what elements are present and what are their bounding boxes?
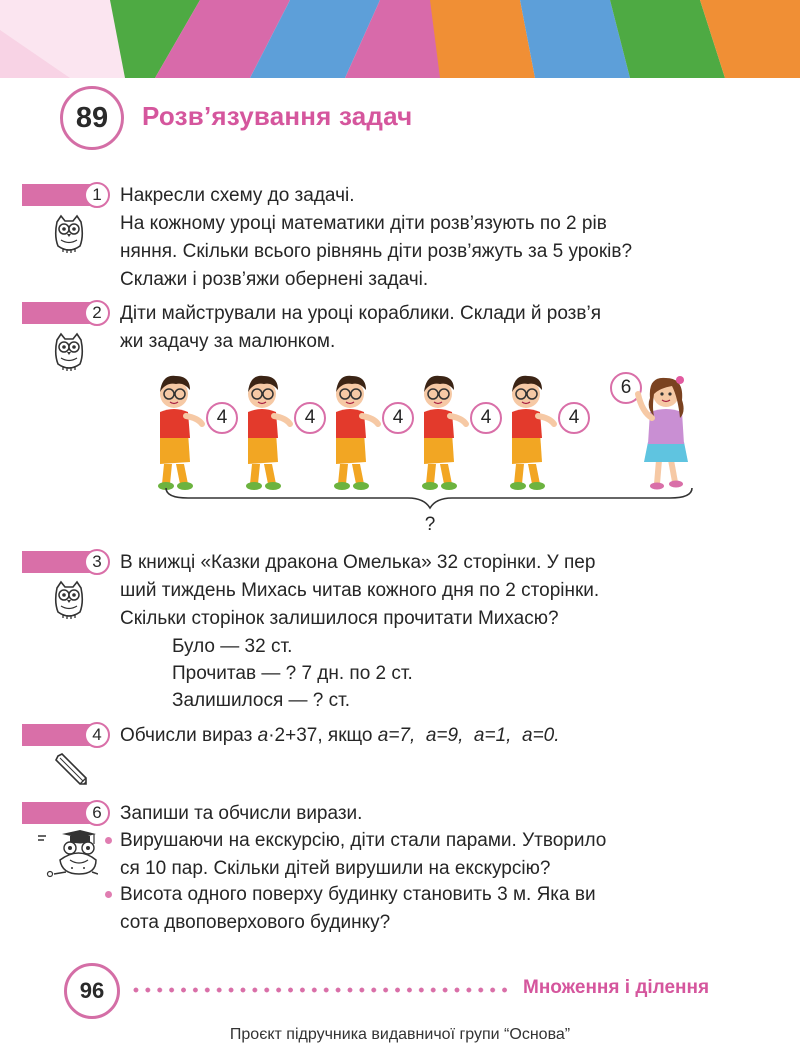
boy-5-boats-label: 4	[568, 407, 580, 428]
task-6-intro: Запиши та обчисли вирази.	[120, 803, 363, 824]
task-1-line-3: няння. Скільки всього рівнянь діти розв’яжуть за 5 уроків?	[120, 241, 633, 262]
task-3-line-2: ший тиждень Михась читав кожного дня по 2 сторінки.	[120, 580, 600, 601]
task-6-bullet-2-line-2: сота двоповерхового будинку?	[120, 912, 391, 933]
task-number: 2	[84, 300, 110, 326]
task-3-note-3: Залишилося — ? ст.	[172, 690, 351, 711]
boy-4-boats-label: 4	[480, 407, 492, 428]
task-number: 1	[84, 182, 110, 208]
task-4-value: a=9,	[425, 725, 464, 746]
boy-2-boats-label: 4	[304, 407, 316, 428]
lesson-number: 89	[75, 101, 109, 134]
task-4-value: a=1,	[473, 725, 512, 746]
footer-dotted-leader	[130, 980, 512, 1000]
girl-boats-label: 6	[620, 377, 632, 398]
task-3-line-3: Скільки сторінок залишилося прочитати Михасю?	[120, 608, 559, 629]
task-1-line-1: Накресли схему до задачі.	[120, 185, 355, 206]
task-3-note-1: Було — 32 ст.	[172, 636, 293, 657]
task-number: 4	[84, 722, 110, 748]
task-3-note-2: Прочитав — ? 7 дн. по 2 ст.	[172, 663, 413, 684]
bullet-dot	[105, 837, 112, 844]
task-4-expression-rest: ·2+37, якщо	[268, 725, 378, 746]
task-4-expression	[120, 723, 560, 749]
bullet-dot	[105, 891, 112, 898]
boy-3-boats-label: 4	[392, 407, 404, 428]
task-3-line-1: В книжці «Казки дракона Омелька» 32 сторінки. У пер	[120, 552, 596, 573]
owl-icon	[52, 214, 86, 254]
footer-credit: Проєкт підручника видавничої групи “Основа”	[229, 1026, 571, 1043]
boy-1-boats-label: 4	[216, 407, 228, 428]
total-question-mark: ?	[424, 514, 436, 535]
task-2-line-1: Діти майстрували на уроці кораблики. Склади й розв’я	[120, 303, 601, 324]
owl-icon	[52, 580, 86, 620]
task-4-value: a=0.	[522, 725, 560, 746]
task-4-value: a=7,	[377, 725, 416, 746]
task-number: 3	[84, 549, 110, 575]
task-number: 6	[84, 800, 110, 826]
task-6-bullet-1-line-1: Вирушаючи на екскурсію, діти стали парами. Утворило	[120, 830, 607, 851]
owl-icon	[52, 332, 86, 372]
task-4-prefix: Обчисли вираз	[120, 725, 258, 746]
task-4-variable: a	[257, 725, 269, 746]
frog-graduate-icon	[36, 830, 98, 878]
task-2-line-2: жи задачу за малюнком.	[120, 331, 336, 352]
task-1-line-2: На кожному уроці математики діти розв’язують по 2 рів	[120, 213, 607, 234]
task-1-line-4: Склажи і розв’яжи обернені задачі.	[120, 269, 429, 290]
footer-section-title: Множення і ділення	[523, 977, 710, 998]
page-number-badge	[64, 963, 120, 1019]
task-6-bullet-1-line-2: ся 10 пар. Скільки дітей вирушили на екскурсію?	[120, 858, 551, 879]
lesson-number-badge	[60, 86, 124, 150]
lesson-title: Розв’язування задач	[142, 101, 413, 131]
page-number: 96	[79, 978, 105, 1003]
pencil-icon	[52, 752, 90, 786]
task-6-bullet-2-line-1: Висота одного поверху будинку становить 3 м. Яка ви	[120, 884, 596, 905]
decorative-header-band	[0, 0, 800, 78]
